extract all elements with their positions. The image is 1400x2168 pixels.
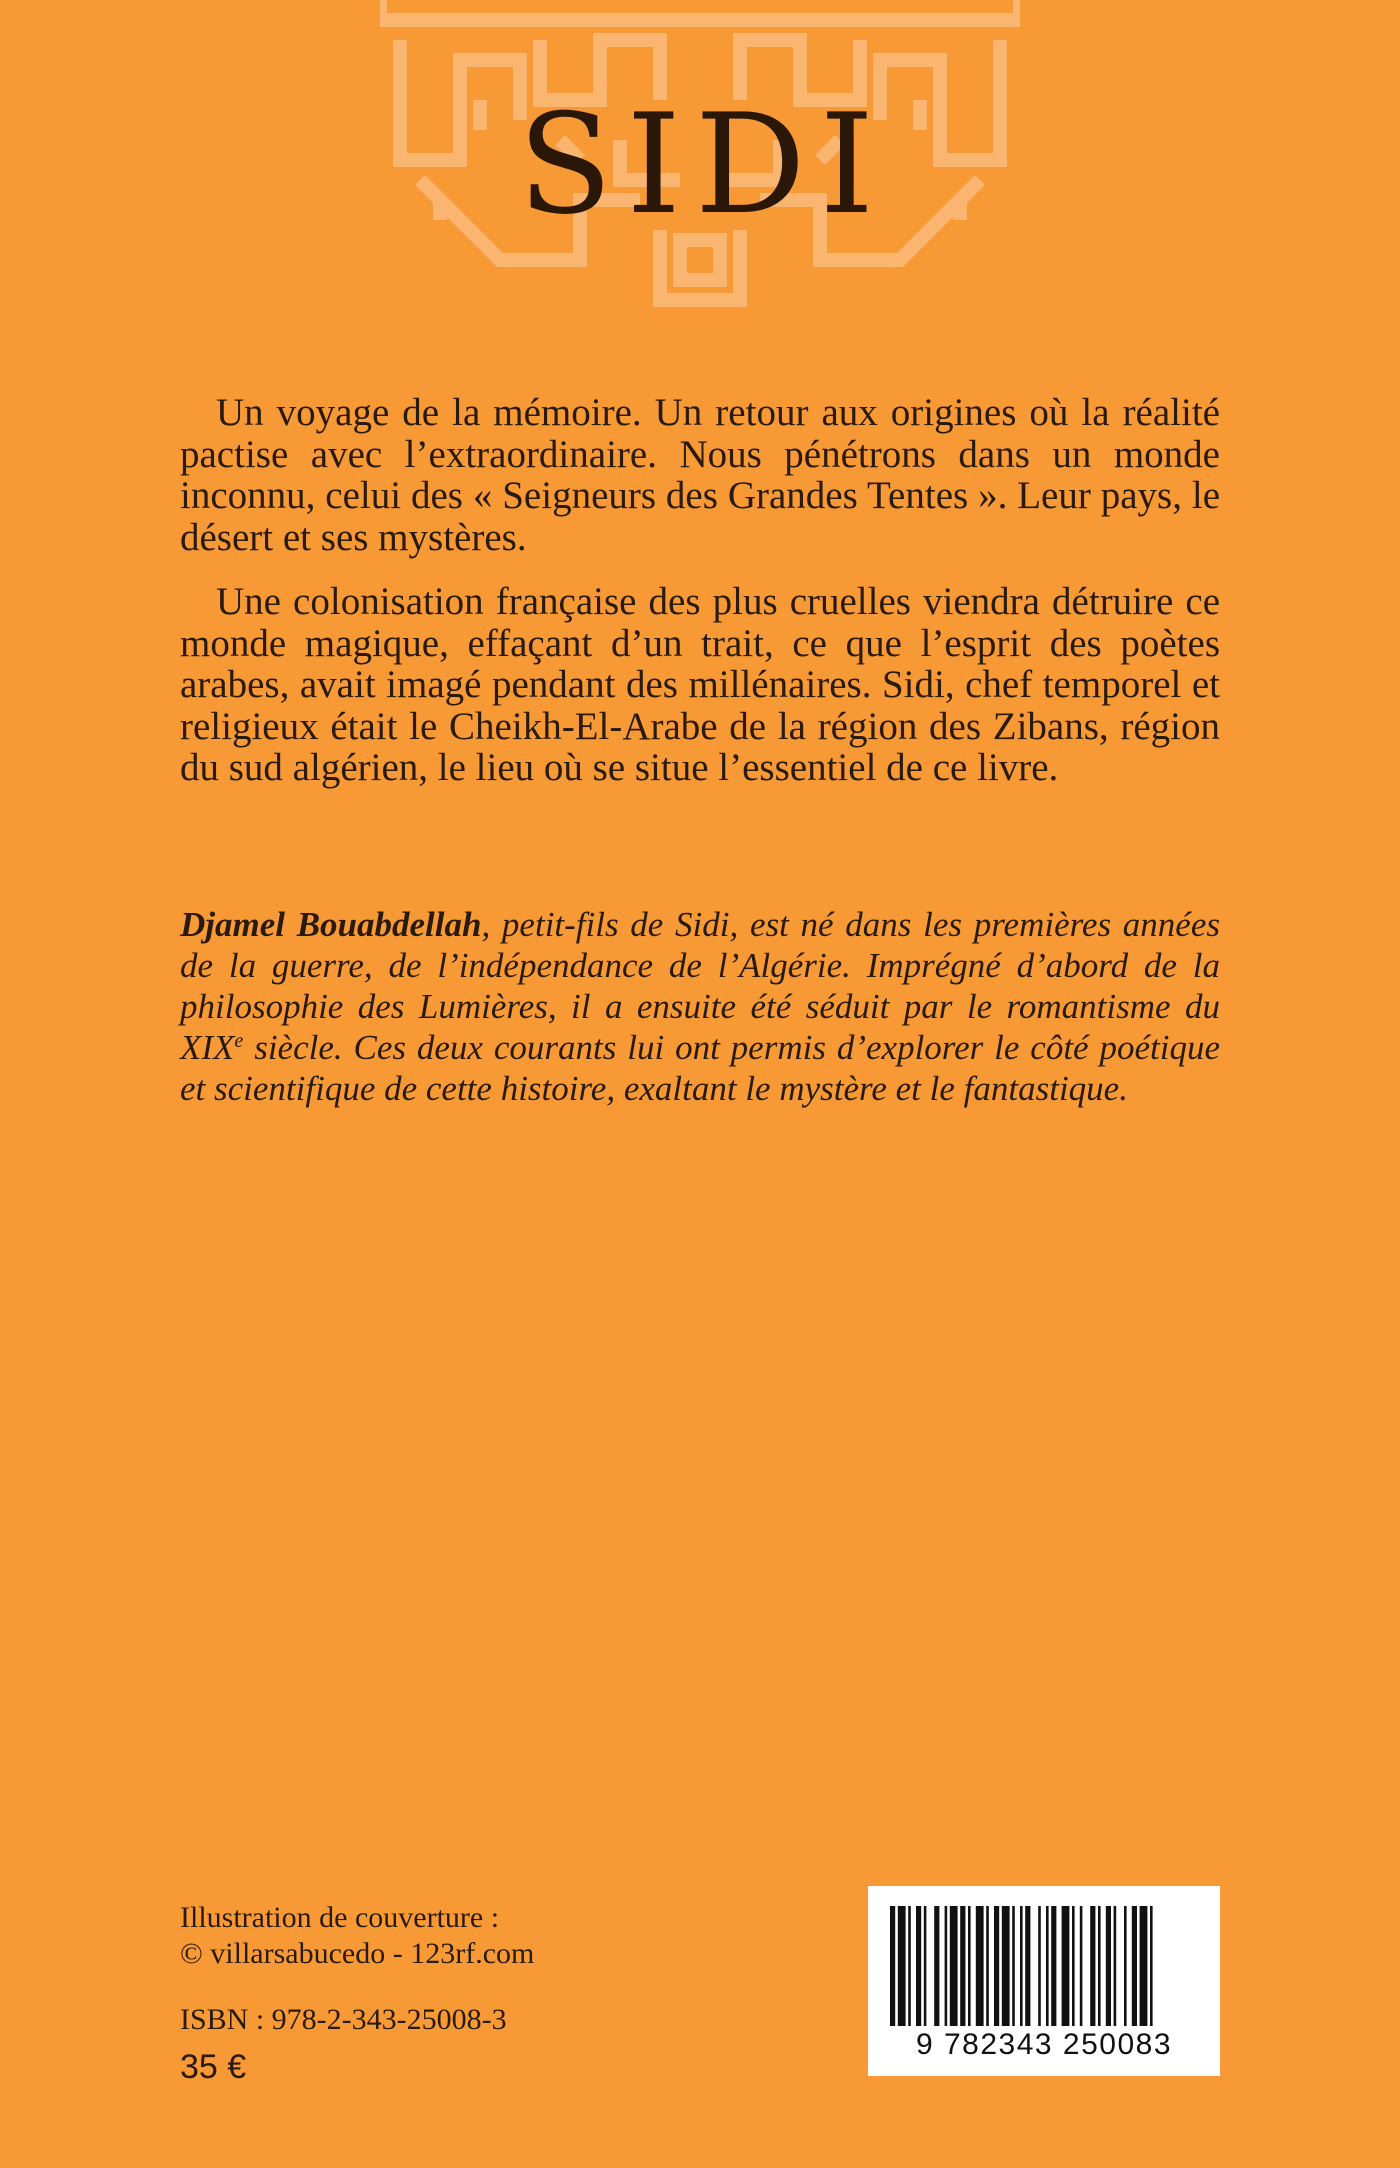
- century-superscript: e: [234, 1030, 244, 1052]
- barcode: [868, 1886, 1220, 2076]
- blurb-paragraph-2: [180, 581, 1220, 789]
- author-bio-text-2: siècle. Ces deux courants lui ont permis d’explorer le côté poétique et scientifique de cette histoire, exaltant le mystère et le fantastique.: [180, 1028, 1220, 1108]
- book-title: SIDI: [517, 84, 889, 245]
- illustration-source: © villarsabucedo - 123rf.com: [180, 1937, 535, 1970]
- blurb-paragraph-2-text: Une colonisation française des plus cruelles viendra détruire ce monde magique, effaçant d’un trait, ce que l’esprit des poètes arabes, avait imagé pendant des millénaires. Sidi, chef temporel et religieux était le Cheikh-El-Arabe de la région des Zibans, région du sud algérien, le lieu où se situe l’essentiel de ce livre.: [180, 580, 1220, 789]
- illustration-credit: [180, 1900, 534, 1972]
- illustration-label: Illustration de couverture :: [180, 1901, 500, 1934]
- price-text: 35 €: [180, 2048, 247, 2086]
- author-bio-text-1: , petit-fils de Sidi, est né dans les premières années de la guerre, de l’indépendance de l’Algérie. Imprégné d’abord de la philosophie des Lumières, il a ensuite été séduit par le romantisme du XIX: [180, 905, 1220, 1067]
- blurb-paragraph-1: [180, 392, 1220, 558]
- author-name: Djamel Bouabdellah: [180, 905, 482, 944]
- barcode-digits: 9 782343 250083: [915, 2028, 1173, 2061]
- author-bio: [180, 904, 1220, 1109]
- isbn-text: ISBN : 978-2-343-25008-3: [180, 2003, 507, 2036]
- blurb-paragraph-1-text: Un voyage de la mémoire. Un retour aux origines où la réalité pactise avec l’extraordinaire. Nous pénétrons dans un monde inconnu, celui des « Seigneurs des Grandes Tentes ». Leur pays, le désert et ses mystères.: [180, 391, 1220, 559]
